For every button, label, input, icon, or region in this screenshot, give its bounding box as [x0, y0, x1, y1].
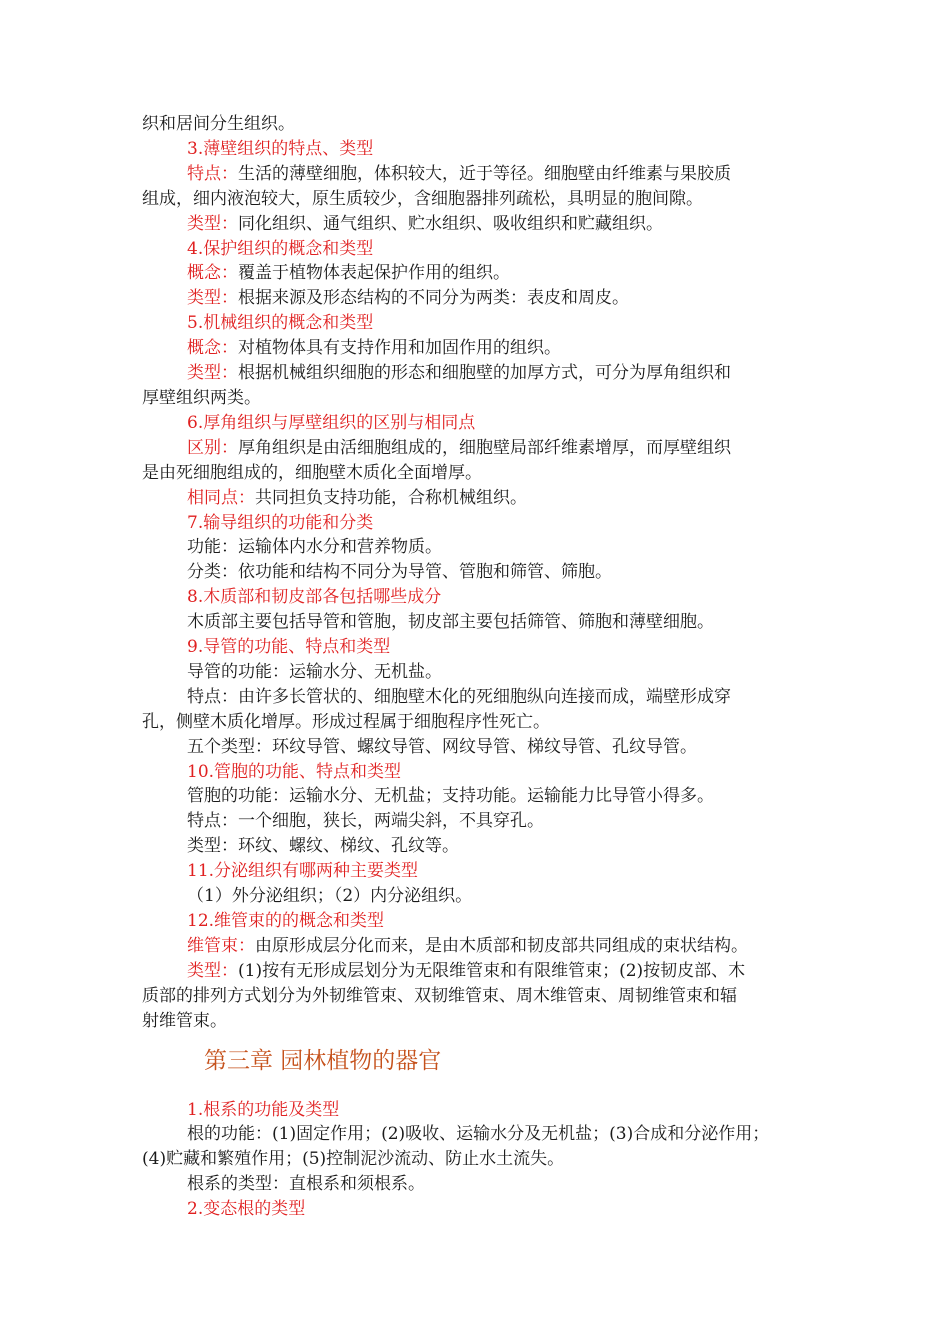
text-line: 组成，细内液泡较大，原生质较少，含细胞器排列疏松，具明显的胞间隙。 [142, 188, 703, 209]
text-line [142, 286, 810, 311]
question-heading: 6.厚角组织与厚壁组织的区别与相同点 [187, 412, 476, 433]
text-line: 特点：由许多长管状的、细胞壁木化的死细胞纵向连接而成，端壁形成穿 [187, 686, 731, 707]
text-line [142, 361, 810, 386]
question-heading: 4.保护组织的概念和类型 [187, 238, 374, 259]
term-label: 类型： [187, 288, 238, 309]
term-text: 厚角组织是由活细胞组成的，细胞壁局部纤维素增厚，而厚壁组织 [238, 437, 731, 458]
term-text: 生活的薄壁细胞，体积较大，近于等径。细胞壁由纤维素与果胶质 [238, 163, 731, 184]
text-line [142, 162, 810, 187]
text-line: 根系的类型：直根系和须根系。 [187, 1174, 425, 1195]
question-heading: 2.变态根的类型 [187, 1199, 306, 1220]
text-line: 分类：依功能和结构不同分为导管、管胞和筛管、筛胞。 [187, 562, 612, 583]
text-line: 木质部主要包括导管和管胞，韧皮部主要包括筛管、筛胞和薄壁细胞。 [187, 612, 714, 633]
text-line: 根的功能：(1)固定作用；(2)吸收、运输水分及无机盐；(3)合成和分泌作用； [187, 1124, 770, 1145]
question-heading: 12.维管束的的概念和类型 [187, 911, 385, 931]
text-line: 导管的功能：运输水分、无机盐。 [187, 661, 442, 682]
term-label: 相同点： [187, 487, 255, 508]
text-line: 质部的排列方式划分为外韧维管束、双韧维管束、周木维管束、周韧维管束和辐 [142, 985, 737, 1006]
question-heading: 8.木质部和韧皮部各包括哪些成分 [187, 587, 442, 608]
question-heading: 9.导管的功能、特点和类型 [187, 637, 391, 658]
text-line: （1）外分泌组织；（2）内分泌组织。 [187, 886, 473, 907]
question-heading: 11.分泌组织有哪两种主要类型 [187, 861, 419, 882]
text-line: 厚壁组织两类。 [142, 387, 261, 408]
text-line: 孔，侧壁木质化增厚。形成过程属于细胞程序性死亡。 [142, 711, 550, 732]
term-label: 概念： [187, 263, 238, 284]
section-tissues [142, 112, 810, 1034]
term-text: 根据来源及形态结构的不同分为两类：表皮和周皮。 [238, 288, 629, 309]
term-label: 维管束： [187, 935, 255, 956]
term-label: 类型： [187, 213, 238, 234]
text-line [142, 486, 810, 511]
text-line: 特点：一个细胞，狭长，两端尖斜，不具穿孔。 [187, 811, 544, 832]
text-line: 管胞的功能：运输水分、无机盐；支持功能。运输能力比导管小得多。 [187, 786, 714, 807]
question-heading: 7.输导组织的功能和分类 [187, 512, 374, 533]
text-line: 是由死细胞组成的，细胞壁木质化全面增厚。 [142, 462, 482, 483]
term-label: 类型： [187, 960, 238, 981]
term-text: 对植物体具有支持作用和加固作用的组织。 [238, 338, 561, 359]
text-line [142, 261, 810, 286]
term-text: 同化组织、通气组织、贮水组织、吸收组织和贮藏组织。 [238, 213, 663, 234]
term-label: 区别： [187, 437, 238, 458]
text-line [142, 212, 810, 237]
term-label: 类型： [187, 363, 238, 384]
text-line: 类型：环纹、螺纹、梯纹、孔纹等。 [187, 836, 459, 857]
term-label: 特点： [187, 163, 238, 184]
question-heading: 1.根系的功能及类型 [187, 1099, 340, 1120]
text-line: 织和居间分生组织。 [142, 114, 295, 134]
section-organs [142, 1098, 810, 1223]
text-line [142, 959, 810, 984]
term-text: 由原形成层分化而来，是由木质部和韧皮部共同组成的束状结构。 [255, 935, 748, 956]
term-text: 根据机械组织细胞的形态和细胞壁的加厚方式，可分为厚角组织和 [238, 363, 731, 384]
term-text: 覆盖于植物体表起保护作用的组织。 [238, 263, 510, 284]
term-text: (1)按有无形成层划分为无限维管束和有限维管束；(2)按韧皮部、木 [238, 960, 746, 981]
text-line: (4)贮藏和繁殖作用；(5)控制泥沙流动、防止水土流失。 [142, 1149, 565, 1170]
term-text: 共同担负支持功能，合称机械组织。 [255, 487, 527, 508]
question-heading: 5.机械组织的概念和类型 [187, 313, 374, 334]
text-line [142, 436, 810, 461]
text-line: 射维管束。 [142, 1010, 227, 1031]
term-label: 概念： [187, 338, 238, 359]
text-line: 功能：运输体内水分和营养物质。 [187, 537, 442, 558]
text-line [142, 934, 810, 959]
text-line: 五个类型：环纹导管、螺纹导管、网纹导管、梯纹导管、孔纹导管。 [187, 736, 697, 757]
text-line [142, 336, 810, 361]
chapter-title: 第三章 园林植物的器官 [204, 1047, 442, 1074]
question-heading: 10.管胞的功能、特点和类型 [187, 761, 402, 782]
question-heading: 3.薄壁组织的特点、类型 [187, 138, 374, 159]
